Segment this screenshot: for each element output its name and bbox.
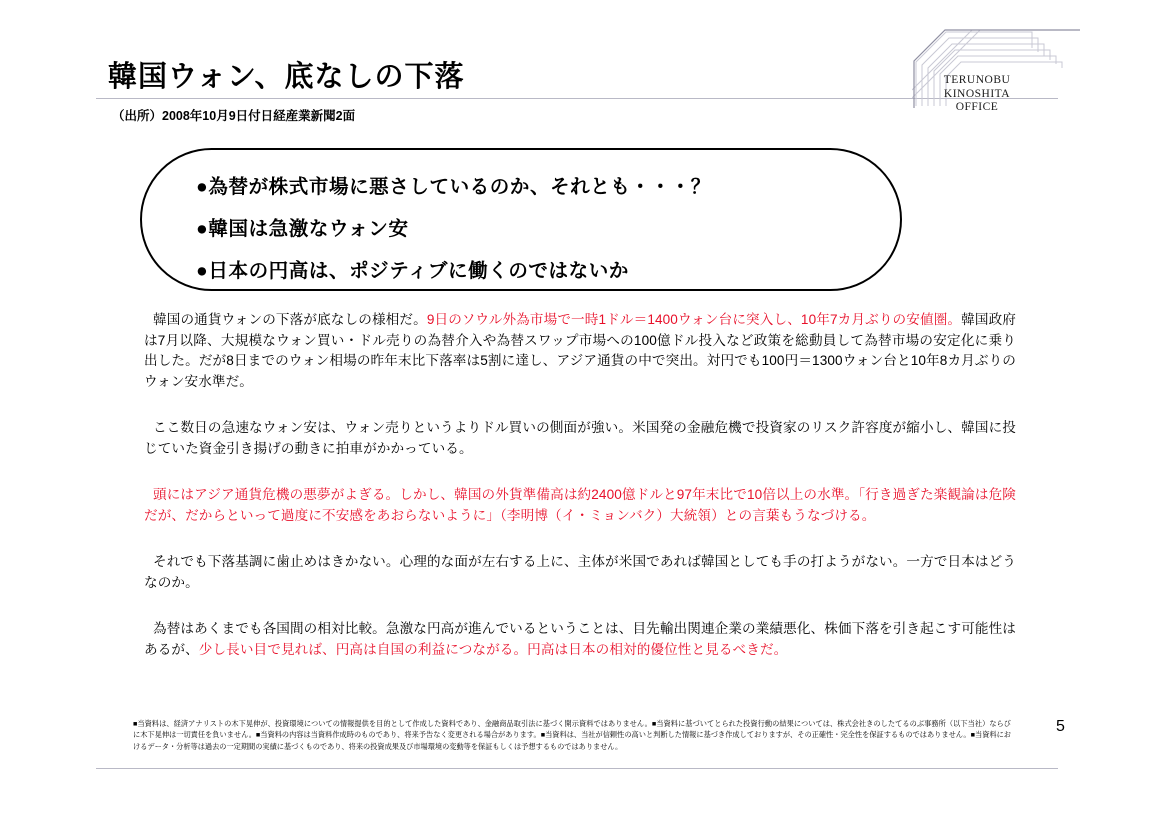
- company-logo: [912, 28, 1082, 118]
- logo-line-2: KINOSHITA: [943, 87, 1011, 100]
- page-title: 韓国ウォン、底なしの下落: [108, 61, 465, 93]
- list-item: ●日本の円高は、ポジティブに働くのではないか: [196, 260, 629, 282]
- page-number: 5: [1056, 718, 1065, 735]
- paragraph-5-text: 為替はあくまでも各国間の相対比較。急激な円高が進んでいるということは、目先輸出関連企業の業績悪化、株価下落を引き起こす可能性はあるが、: [144, 621, 1016, 657]
- paragraph-5-highlight: 少し長い目で見れば、円高は自国の利益につながる。円高は日本の相対的優位性と見るべきだ。: [198, 641, 788, 657]
- article-body: [144, 310, 1016, 660]
- list-item: ●韓国は急激なウォン安: [196, 218, 409, 240]
- paragraph-1: [144, 310, 1016, 392]
- key-points-callout: [140, 148, 902, 291]
- paragraph-2: ここ数日の急速なウォン安は、ウォン売りというよりドル買いの側面が強い。米国発の金融危機で投資家のリスク許容度が縮小し、韓国に投じていた資金引き揚げの動きに拍車がかかっている。: [144, 420, 1016, 456]
- paragraph-5: [144, 619, 1016, 660]
- paragraph-4: それでも下落基調に歯止めはきかない。心理的な面が左右する上に、主体が米国であれば韓国としても手の打ようがない。一方で日本はどうなのか。: [144, 554, 1016, 590]
- disclaimer-text: ■当資料は、経済アナリストの木下晃伸が、投資環境についての情報提供を目的として作成した資料であり、金融商品取引法に基づく開示資料ではありません。■当資料に基づいてとられた投資行動の結果については、株式会社きのしたてるのぶ事務所（以下当社）ならびに木下晃伸は一切責任を負いません。■当資料の内容は当資料作成時のものであり、将来予告なく変更される場合があります。■当資料は、当社が信頼性の高いと判断した情報に基づき作成しておりますが、その正確性・完全性を保証するものではありません。■当資料におけるデータ・分析等は過去の一定期間の実績に基づくものであり、将来の投資成果及び市場環境の変動等を保証もしくは予想するものではありません。: [133, 719, 1011, 751]
- paragraph-1-text-a: 韓国の通貨ウォンの下落が底なしの様相だ。: [153, 312, 427, 327]
- key-points-list: [196, 166, 880, 292]
- logo-text: [912, 74, 1042, 115]
- paragraph-1-text-b: 韓国政府は7月以降、大規模なウォン買い・ドル売りの為替介入や為替スワップ市場への100億ドル投入など政策を総動員して為替市場の安定化に乗り出した。だが8日までのウォン相場の昨年末比下落率は5割に達し、アジア通貨の中で突出。対円でも100円＝1300ウォン台と10年8カ月ぶりのウォン安水準だ。: [144, 312, 1016, 389]
- paragraph-1-highlight: 9日のソウル外為市場で一時1ドル＝1400ウォン台に突入し、10年7カ月ぶりの安値圏。: [426, 312, 962, 327]
- logo-line-1: TERUNOBU: [943, 74, 1011, 86]
- logo-line-3: OFFICE: [955, 101, 999, 113]
- footer-divider: [96, 768, 1058, 769]
- source-citation: （出所）2008年10月9日付日経産業新聞2面: [112, 109, 356, 123]
- paragraph-3: 頭にはアジア通貨危機の悪夢がよぎる。しかし、韓国の外貨準備高は約2400億ドルと97年末比で10倍以上の水準。「行き過ぎた楽観論は危険だが、だからといって過度に不安感をあおらないように」（李明博（イ・ミョンバク）大統領）との言葉もうなづける。: [144, 487, 1016, 523]
- list-item: ●為替が株式市場に悪さしているのか、それとも・・・？: [196, 176, 711, 198]
